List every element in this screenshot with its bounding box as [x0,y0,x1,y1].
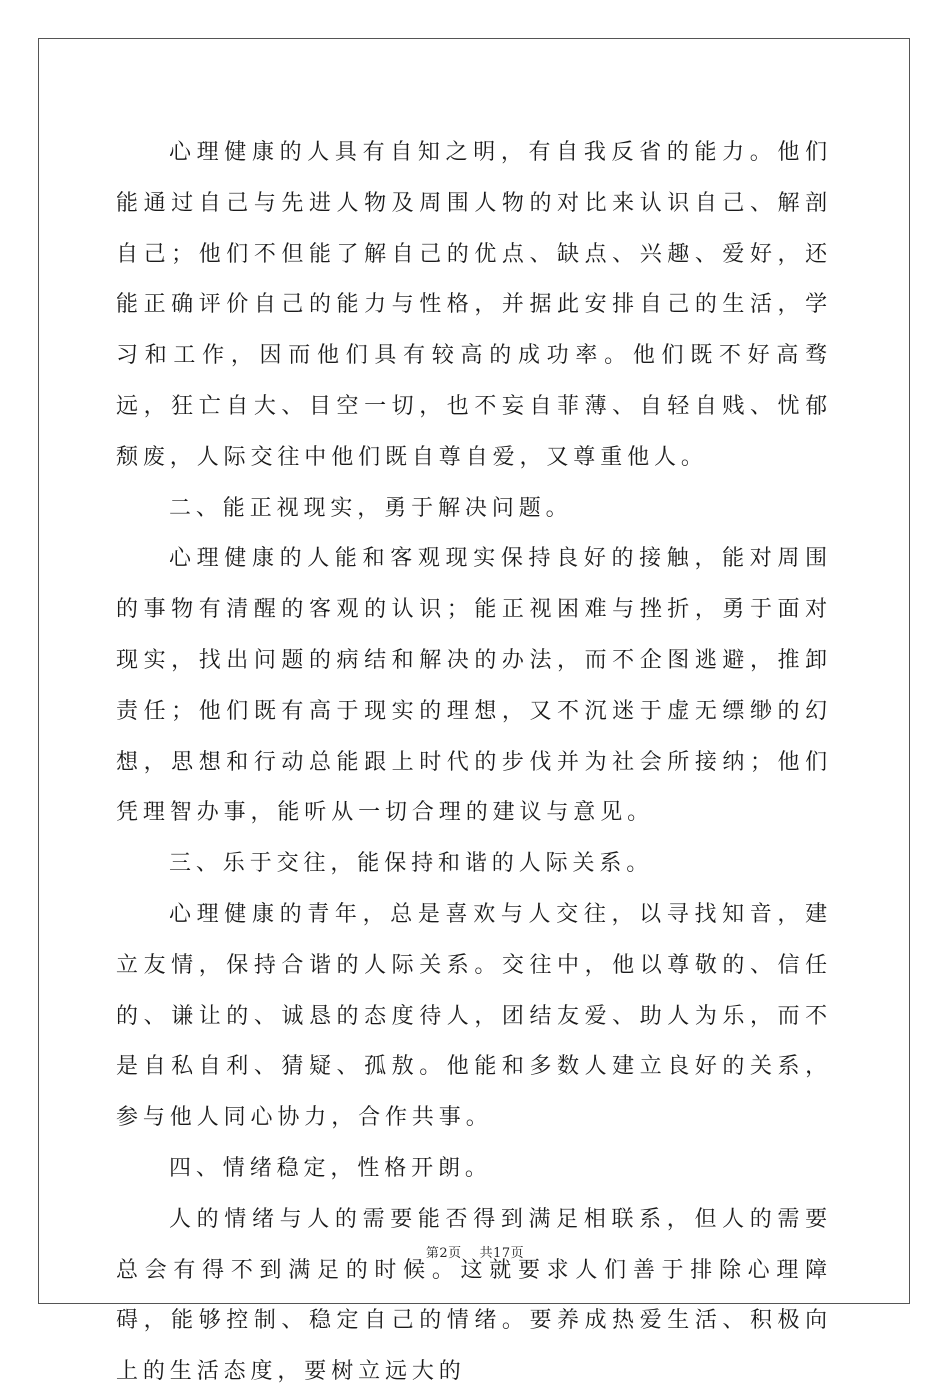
page-number: 第2页 [425,1246,462,1261]
total-pages: 共17页 [479,1246,525,1261]
document-body [116,128,832,1398]
paragraph-self-awareness: 心理健康的人具有自知之明，有自我反省的能力。他们能通过自己与先进人物及周围人物的对比来认识自己、解剖自己；他们不但能了解自己的优点、缺点、兴趣、爱好，还能正确评价自己的能力与性格，并据此安排自己的生活，学习和工作，因而他们具有较高的成功率。他们既不好高骛远，狂亡自大、目空一切，也不妄自菲薄、自轻自贱、忧郁颓废，人际交往中他们既自尊自爱，又尊重他人。 [116,140,832,470]
paragraph-face-reality: 心理健康的人能和客观现实保持良好的接触，能对周围的事物有清醒的客观的认识；能正视困难与挫折，勇于面对现实，找出问题的病结和解决的办法，而不企图逃避，推卸责任；他们既有高于现实的理想，又不沉迷于虚无缥缈的幻想，思想和行动总能跟上时代的步伐并为社会所接纳；他们凭理智办事，能听从一切合理的建议与意见。 [116,546,832,826]
page-footer [0,1242,950,1261]
paragraph-social-relations: 心理健康的青年，总是喜欢与人交往，以寻找知音，建立友情，保持合谐的人际关系。交往中，他以尊敬的、信任的、谦让的、诚恳的态度待人，团结友爱、助人为乐，而不是自私自利、猜疑、孤敖。他能和多数人建立良好的关系，参与他人同心协力，合作共事。 [116,901,832,1131]
heading-face-reality: 二、能正视现实，勇于解决问题。 [169,495,573,521]
paragraph-emotional-stability: 人的情绪与人的需要能否得到满足相联系，但人的需要总会有得不到满足的时候。这就要求人们善于排除心理障碍，能够控制、稳定自己的情绪。要养成热爱生活、积极向上的生活态度，要树立远大的 [116,1206,832,1385]
heading-emotional-stability: 四、情绪稳定，性格开朗。 [169,1155,492,1181]
heading-social-relations: 三、乐于交往，能保持和谐的人际关系。 [169,851,654,877]
